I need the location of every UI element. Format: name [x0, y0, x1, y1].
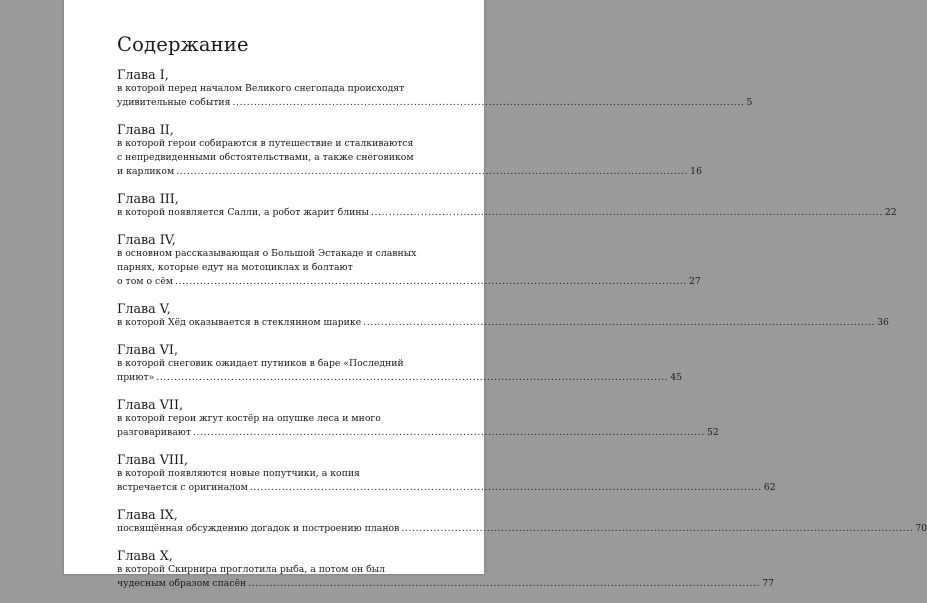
dot-leader: [176, 165, 688, 179]
toc-entry[interactable]: [117, 67, 753, 110]
dot-leader: [363, 316, 875, 330]
table-of-contents: [117, 67, 927, 603]
chapter-description-end: чудесным образом спасён: [117, 578, 247, 589]
chapter-last-line: [117, 426, 719, 440]
toc-entry[interactable]: [117, 191, 897, 220]
dot-leader: [250, 481, 762, 495]
chapter-heading: Глава VI,: [117, 342, 178, 357]
chapter-heading: Глава IV,: [117, 232, 176, 247]
toc-entry[interactable]: [117, 232, 701, 289]
page-number[interactable]: 5: [746, 97, 753, 108]
chapter-description-line: в которой герои собираются в путешествие и сталкиваются: [117, 138, 414, 149]
chapter-description-end: посвящённая обсуждению догадок и построению планов: [117, 523, 400, 534]
page-number[interactable]: 77: [762, 578, 775, 589]
chapter-description-line: с непредвиденными обстоятельствами, а также снеговиком: [117, 152, 414, 163]
chapter-description-line: в основном рассказывающая о Большой Эстакаде и славных: [117, 248, 417, 259]
dot-leader: [371, 206, 883, 220]
toc-entry[interactable]: [117, 548, 775, 591]
chapter-last-line: [117, 275, 701, 289]
page-number[interactable]: 70: [915, 523, 927, 534]
chapter-description-line: в которой Скирнира проглотила рыба, а потом он был: [117, 564, 386, 575]
page-number[interactable]: 22: [884, 207, 897, 218]
chapter-last-line: [117, 522, 927, 536]
chapter-last-line: [117, 577, 775, 591]
chapter-description-end: приют»: [117, 372, 155, 383]
chapter-last-line: [117, 481, 776, 495]
dot-leader: [248, 577, 760, 591]
page-number[interactable]: 36: [877, 317, 889, 328]
chapter-last-line: [117, 165, 702, 179]
chapter-description-line: в которой перед началом Великого снегопада происходят: [117, 83, 405, 94]
dot-leader: [175, 275, 687, 289]
chapter-description-end: о том о сём: [117, 276, 173, 287]
chapter-description-end: удивительные события: [117, 97, 231, 108]
toc-entry[interactable]: [117, 507, 927, 536]
toc-entry[interactable]: [117, 397, 719, 440]
toc-entry[interactable]: [117, 342, 683, 385]
dot-leader: [233, 96, 745, 110]
page-title: Содержание: [117, 33, 249, 56]
page-number[interactable]: 52: [706, 427, 719, 438]
chapter-description-end: в которой появляется Салли, а робот жарит блины: [117, 207, 369, 218]
chapter-heading: Глава V,: [117, 301, 171, 316]
book-page: [64, 0, 927, 589]
page-number[interactable]: 45: [670, 372, 683, 383]
chapter-last-line: [117, 206, 897, 220]
chapter-heading: Глава VII,: [117, 397, 183, 412]
chapter-description-end: разговаривают: [117, 427, 191, 438]
toc-entry[interactable]: [117, 122, 702, 179]
chapter-description-end: и карликом: [117, 166, 175, 177]
chapter-heading: Глава VIII,: [117, 452, 188, 467]
chapter-heading: Глава IX,: [117, 507, 178, 522]
chapter-heading: Глава I,: [117, 67, 169, 82]
chapter-heading: Глава X,: [117, 548, 173, 563]
chapter-description-end: в которой Хёд оказывается в стеклянном шарике: [117, 317, 362, 328]
dot-leader: [156, 371, 668, 385]
page-number[interactable]: 27: [688, 276, 701, 287]
dot-leader: [193, 426, 705, 440]
chapter-last-line: [117, 371, 683, 385]
chapter-last-line: [117, 316, 889, 330]
chapter-description-line: в которой появляются новые попутчики, а копия: [117, 468, 360, 479]
chapter-heading: Глава III,: [117, 191, 179, 206]
chapter-description-end: встречается с оригиналом: [117, 482, 248, 493]
toc-entry[interactable]: [117, 452, 776, 495]
chapter-heading: Глава II,: [117, 122, 174, 137]
chapter-last-line: [117, 96, 753, 110]
page-number[interactable]: 16: [690, 166, 702, 177]
chapter-description-line: в которой герои жгут костёр на опушке леса и много: [117, 413, 381, 424]
chapter-description-line: в которой снеговик ожидает путников в баре «Последний: [117, 358, 404, 369]
chapter-description-line: парнях, которые едут на мотоциклах и болтают: [117, 262, 353, 273]
page-number[interactable]: 62: [763, 482, 776, 493]
toc-entry[interactable]: [117, 301, 889, 330]
dot-leader: [401, 522, 913, 536]
